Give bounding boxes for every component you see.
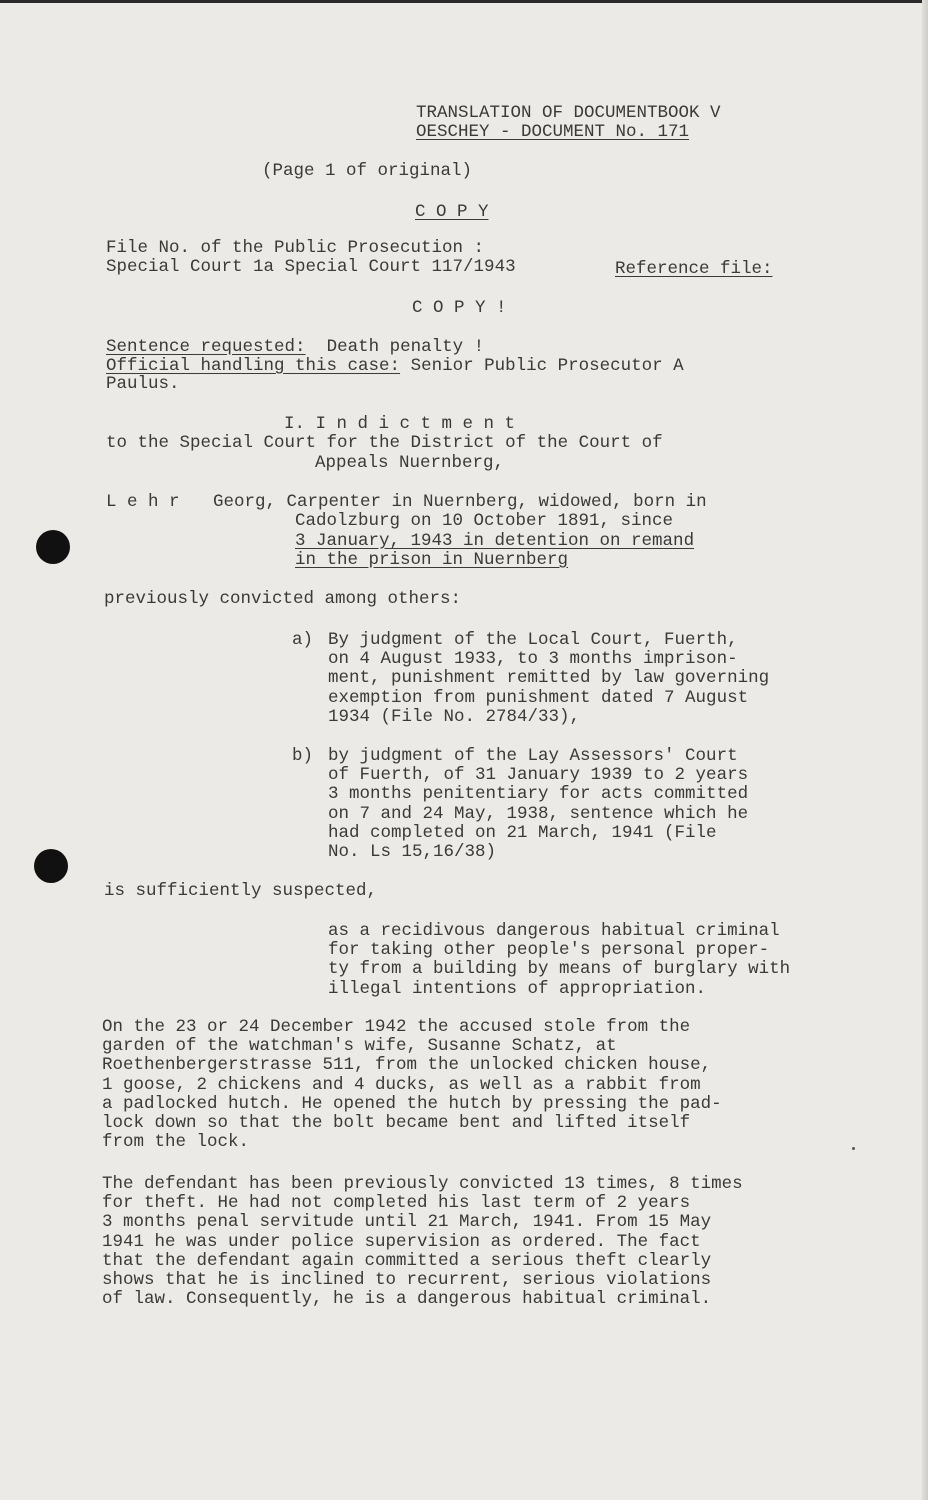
charge-text: [328, 922, 790, 999]
paragraph-line: from the lock.: [102, 1132, 250, 1153]
reference-file: Reference file:: [615, 259, 773, 279]
sufficiently-suspected: is sufficiently suspected,: [104, 881, 378, 901]
defendant-name: L e h r: [106, 492, 180, 512]
sentence-value: Death penalty !: [326, 337, 485, 357]
copy-title: C O P Y: [415, 202, 489, 222]
paragraph-line: that the defendant again committed a serious theft clearly: [102, 1250, 712, 1271]
defendant-line-1: Georg, Carpenter in Nuernberg, widowed, born in: [213, 492, 707, 512]
paragraph-line: 3 months penal servitude until 21 March, 1941. From 15 May: [102, 1212, 712, 1233]
paragraph-line: 1941 he was under police supervision as ordered. The fact: [102, 1231, 701, 1252]
copy-exclamation: C O P Y !: [412, 298, 507, 318]
charge-line: ty from a building by means of burglary with: [328, 959, 791, 980]
list-item: By judgment of the Local Court, Fuerth,: [328, 630, 738, 650]
defendant-line-4: in the prison in Nuernberg: [295, 550, 569, 570]
defendant-line-2: Cadolzburg on 10 October 1891, since: [295, 511, 674, 531]
charge-line: illegal intentions of appropriation.: [328, 978, 707, 999]
official-label: Official handling this case:: [106, 356, 401, 376]
punch-hole-top: [36, 530, 70, 564]
conviction-a-text: [328, 631, 769, 727]
list-item: 1934 (File No. 2784/33),: [328, 706, 581, 727]
list-item: on 4 August 1933, to 3 months imprison-: [328, 649, 738, 670]
official-value: Senior Public Prosecutor A: [410, 356, 684, 376]
paragraph-line: for theft. He had not completed his last term of 2 years: [102, 1193, 691, 1214]
list-item: had completed on 21 March, 1941 (File: [328, 822, 717, 843]
list-item: by judgment of the Lay Assessors' Court: [328, 746, 738, 766]
indictment-heading: I. I n d i c t m e n t: [284, 414, 516, 434]
list-item: exemption from punishment dated 7 August: [328, 687, 749, 708]
header-line-2: OESCHEY - DOCUMENT No. 171: [416, 122, 690, 142]
official-line: [106, 357, 684, 376]
facts-paragraph: [102, 1018, 722, 1152]
record-paragraph: [102, 1175, 743, 1309]
paper-edge: [922, 0, 928, 1500]
list-item: on 7 and 24 May, 1938, sentence which he: [328, 803, 749, 824]
paragraph-line: garden of the watchman's wife, Susanne Schatz, at: [102, 1036, 617, 1057]
paragraph-line: 1 goose, 2 chickens and 4 ducks, as well as a rabbit from: [102, 1074, 701, 1095]
paragraph-line: The defendant has been previously convicted 13 times, 8 times: [102, 1174, 743, 1194]
conviction-b-label: b): [292, 746, 314, 766]
page-note: (Page 1 of original): [262, 161, 473, 181]
sentence-line-1: [106, 338, 484, 357]
sentence-label: Sentence requested:: [106, 337, 306, 357]
indictment-line-1: to the Special Court for the District of the Court of: [106, 433, 663, 453]
paper-speck: [852, 1147, 855, 1150]
top-edge: [0, 0, 928, 3]
conviction-b-text: [328, 747, 748, 862]
paragraph-line: shows that he is inclined to recurrent, serious violations: [102, 1270, 712, 1291]
paragraph-line: On the 23 or 24 December 1942 the accused stole from the: [102, 1017, 691, 1037]
file-no-line-1: File No. of the Public Prosecution :: [106, 238, 485, 258]
charge-line: as a recidivous dangerous habitual criminal: [328, 921, 780, 941]
list-item: 3 months penitentiary for acts committed: [328, 784, 749, 805]
punch-hole-bottom: [34, 849, 68, 883]
paragraph-line: a padlocked hutch. He opened the hutch by pressing the pad-: [102, 1093, 722, 1114]
file-no-line-2: Special Court 1a Special Court 117/1943: [106, 257, 516, 277]
paragraph-line: of law. Consequently, he is a dangerous habitual criminal.: [102, 1289, 712, 1310]
previously-convicted: previously convicted among others:: [104, 589, 462, 609]
official-cont: Paulus.: [106, 374, 180, 394]
header-line-1: TRANSLATION OF DOCUMENTBOOK V: [416, 103, 721, 123]
list-item: of Fuerth, of 31 January 1939 to 2 years: [328, 765, 749, 786]
paragraph-line: Roethenbergerstrasse 511, from the unlocked chicken house,: [102, 1055, 712, 1076]
charge-line: for taking other people's personal proper-: [328, 940, 770, 961]
paragraph-line: lock down so that the bolt became bent and lifted itself: [102, 1113, 691, 1134]
conviction-a-label: a): [292, 630, 314, 650]
defendant-line-3: 3 January, 1943 in detention on remand: [295, 531, 695, 551]
list-item: ment, punishment remitted by law governing: [328, 668, 770, 689]
list-item: No. Ls 15,16/38): [328, 842, 497, 863]
indictment-line-2: Appeals Nuernberg,: [315, 453, 505, 473]
